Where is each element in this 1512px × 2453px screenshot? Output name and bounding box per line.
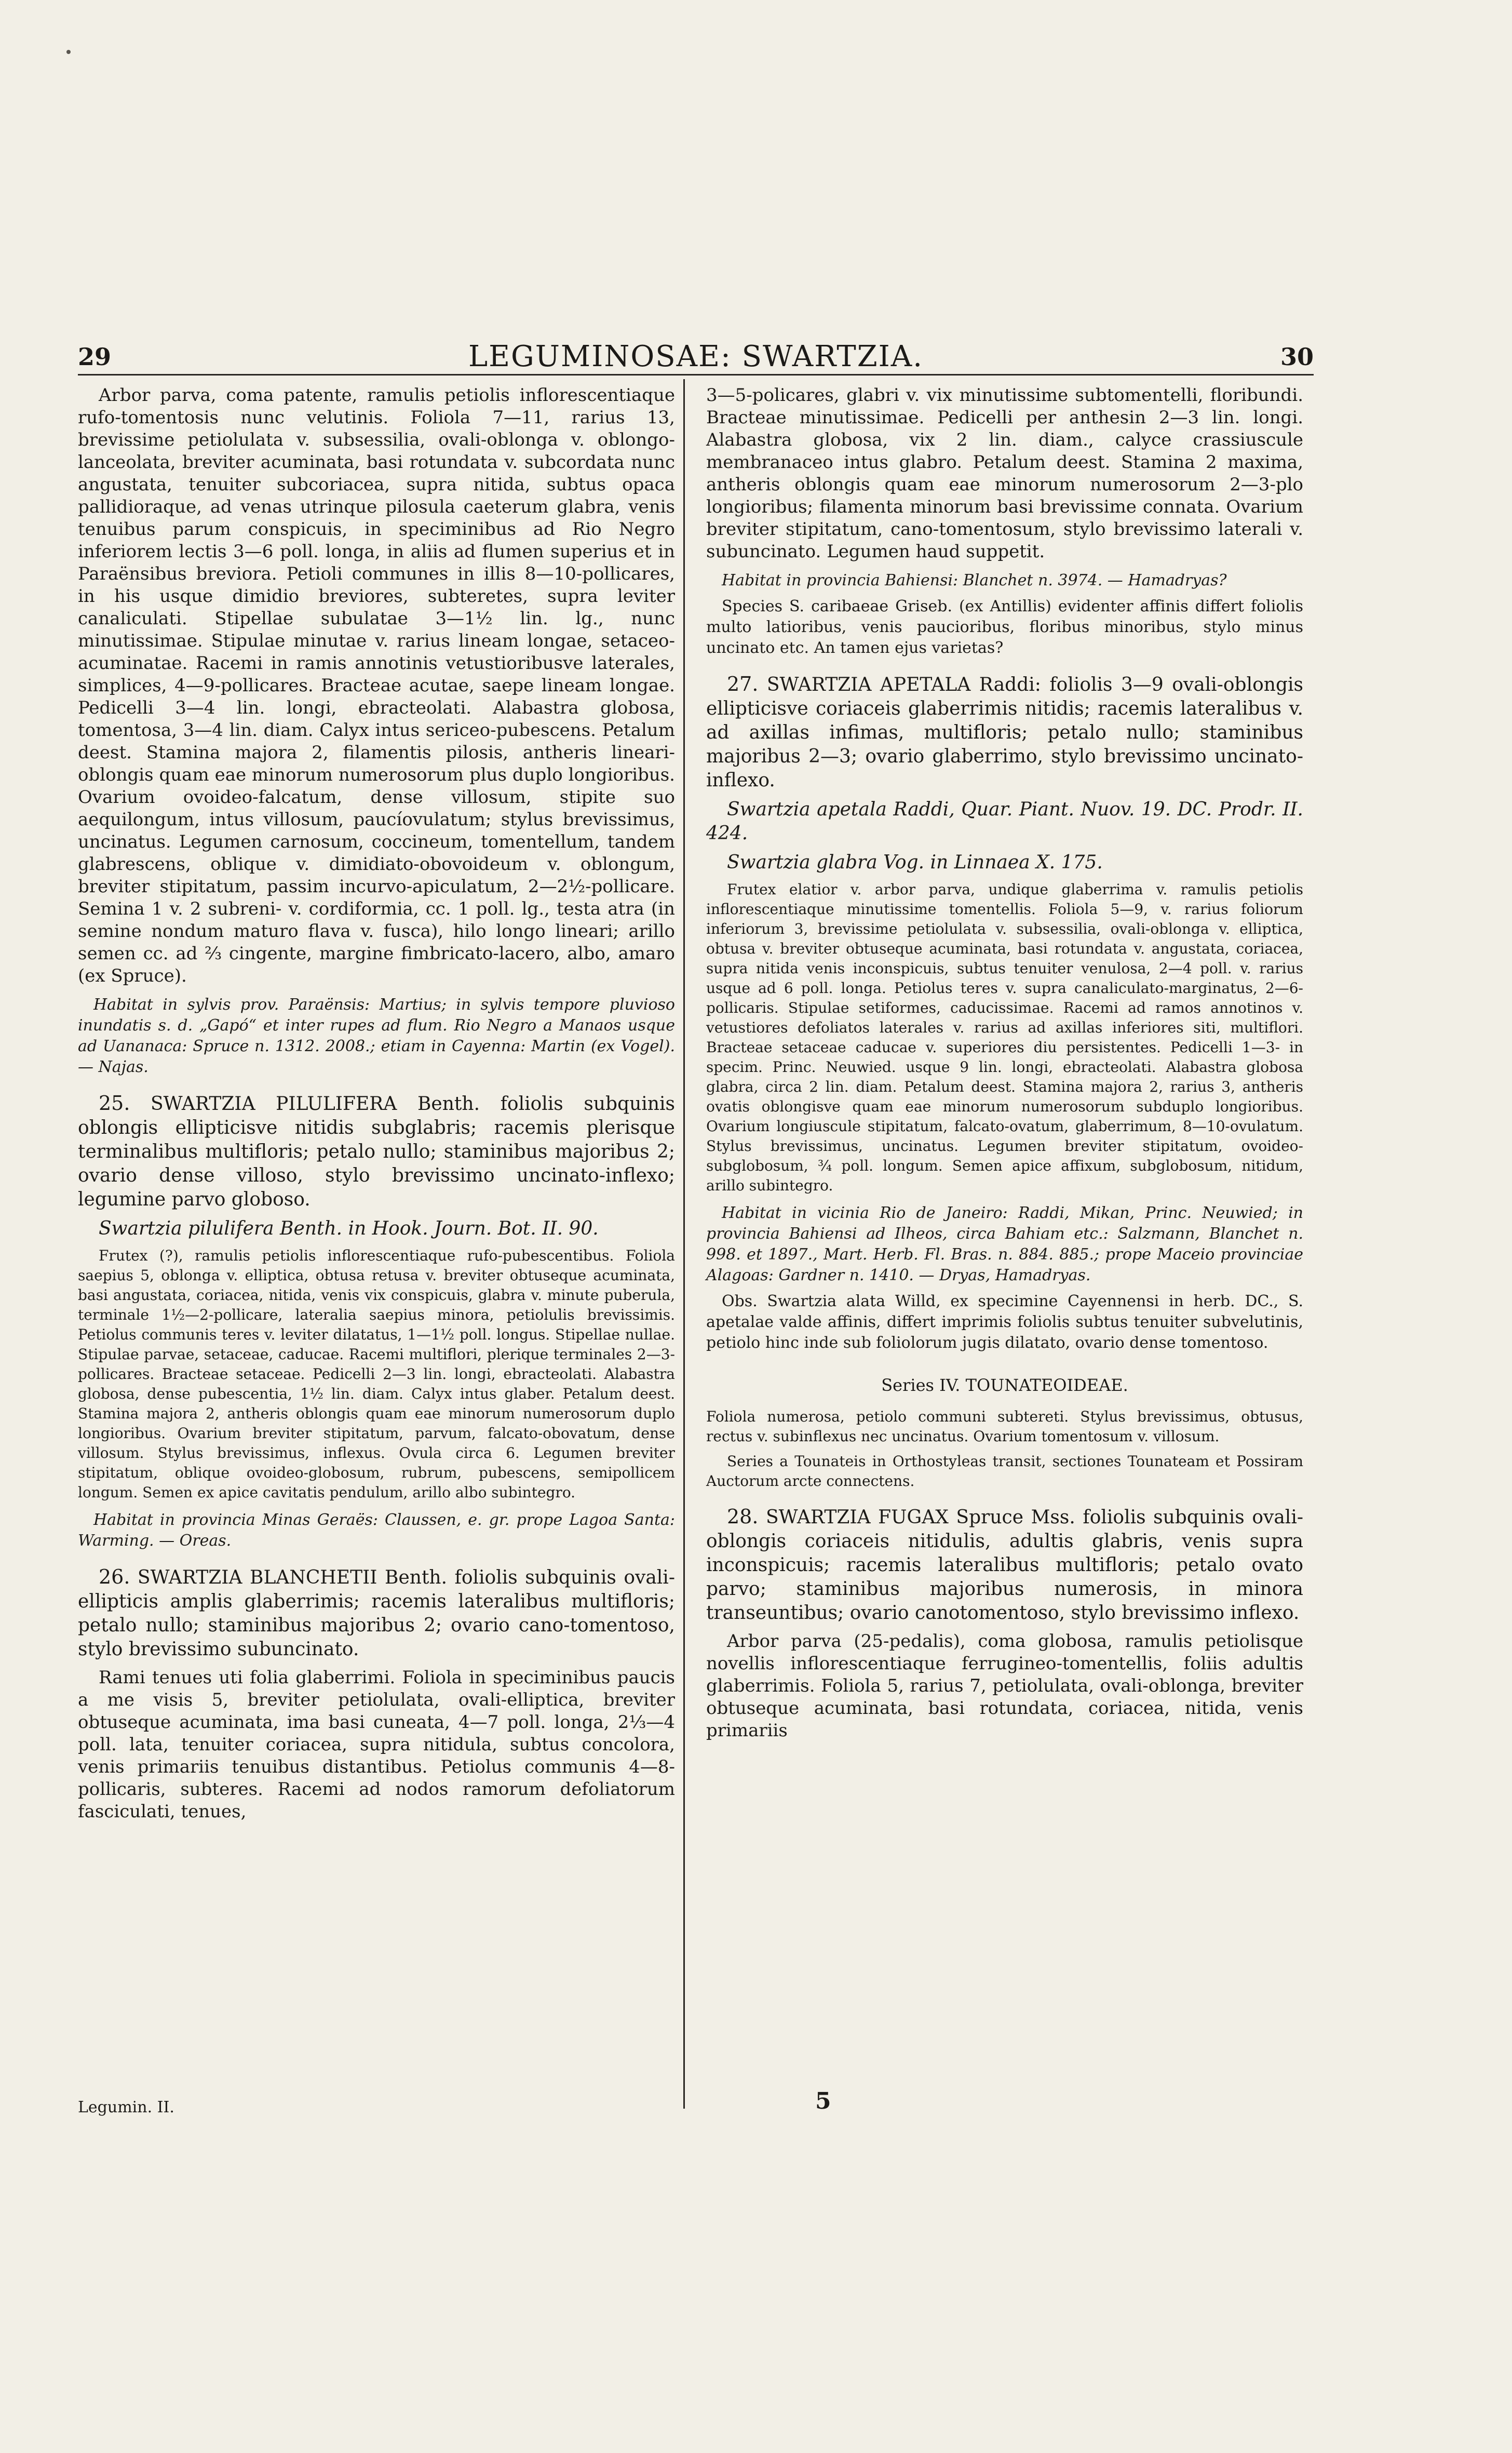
column-divider (683, 379, 685, 2109)
page-number-left: 29 (78, 343, 112, 371)
species-heading (706, 1505, 1303, 1625)
species-description: Frutex (?), ramulis petiolis inflorescentiaque rufo-pubescentibus. Foliola saepius 5, oblonga v. elliptica, obtusa retusa v. breviter obtuseque acuminata, basi angustata, coriacea, nitida, venis vix conspicuis, glabra v. minute puberula, terminale 1½—2-pollicare, lateralia saepius minora, petiolulis brevissimis. Petiolus communis teres v. leviter dilatatus, 1—1½ poll. longus. Stipellae nullae. Stipulae parvae, setaceae, caducae. Racemi multiflori, plerique terminales 2—3-pollicares. Bracteae setaceae. Pedicelli 2—3 lin. longi, ebracteolati. Alabastra globosa, dense pubescentia, 1½ lin. diam. Calyx intus glaber. Petalum deest. Stamina majora 2, antheris oblongis quam eae minorum numerosorum duplo longioribus. Ovarium breviter stipitatum, parvum, falcato-obovatum, dense villosum. Stylus brevissimus, inflexus. Ovula circa 6. Legumen breviter stipitatum, oblique ovoideo-globosum, rubrum, pubescens, semipollicem longum. Semen ex apice cavitatis pendulum, arillo albo subintegro. (78, 1247, 675, 1501)
paragraph: Arbor parva, coma patente, ramulis petiolis inflorescentiaque rufo-tomentosis nunc velutinis. Foliola 7—11, rarius 13, brevissime petiolulata v. subsessilia, ovali-oblonga v. oblongo-lanceolata, breviter acuminata, basi rotundata v. subcordata nunc angustata, tenuiter subcoriacea, supra nitida, subtus opaca pallidioraque, ad venas utrinque pilosula caeterum glabra, venis tenuibus parum conspicuis, in speciminibus ad Rio Negro inferiorem lectis 3—6 poll. longa, in aliis ad flumen superius et in Paraënsibus breviora. Petioli communes in illis 8—10-pollicares, in his usque dimidio breviores, subteretes, supra leviter canaliculati. Stipellae subulatae 3—1½ lin. lg., nunc minutissimae. Stipulae minutae v. rarius lineam longae, setaceo-acuminatae. Racemi in ramis annotinis vetustioribusve laterales, simplices, 4—9-pollicares. Bracteae acutae, saepe lineam longae. Pedicelli 3—4 lin. longi, ebracteolati. Alabastra globosa, tomentosa, 3—4 lin. diam. Calyx intus sericeo-pubescens. Petalum deest. Stamina majora 2, filamentis pilosis, antheris lineari-oblongis quam eae minorum numerosorum plus duplo longioribus. Ovarium ovoideo-falcatum, dense villosum, stipite suo aequilongum, intus villosum, paucíovulatum; stylus brevissimus, uncinatus. Legumen carnosum, coccineum, tomentellum, tandem glabrescens, oblique v. dimidiato-obovoideum v. oblongum, breviter stipitatum, passim incurvo-apiculatum, 2—2½-pollicare. Semina 1 v. 2 subreni- v. cordiformia, cc. 1 poll. lg., testa atra (in semine nondum maturo flava v. fusca), hilo longo lineari; arillo semen cc. ad ⅔ cingente, margine fimbricato-lacero, albo, amaro (ex Spruce). (78, 385, 675, 986)
habitat-note: Habitat in vicinia Rio de Janeiro: Raddi, Mikan, Princ. Neuwied; in provincia Bahiensi ad Ilheos, circa Bahiam etc.: Salzmann, Blanchet n. 998. et 1897., Mart. Herb. Fl. Bras. n. 884. 885.; prope Maceio provinciae Alagoas: Gardner n. 1410. — Dryas, Hamadryas. (706, 1204, 1303, 1284)
observation-note: Obs. Swartzia alata Willd, ex specimine Cayennensi in herb. DC., S. apetalae valde affinis, differt imprimis foliolis subtus tenuiter subvelutinis, petiolo hinc inde sub foliolorum jugis dilatato, ovario dense tomentoso. (706, 1292, 1303, 1352)
page-header (78, 332, 1314, 376)
series-title: Series IV. TOUNATEOIDEAE. (881, 1375, 1128, 1395)
species-diagnosis: SWARTZIA APETALA Raddi: foliolis 3—9 ovali-oblongis ellipticisve coriaceis glaberrimis nitidis; racemis lateralibus v. ad axillas infimas, multifloris; petalo nullo; staminibus majoribus 2—3; ovario glaberrimo, stylo brevissimo uncinato-inflexo. (706, 674, 1303, 791)
running-title: LEGUMINOSAE: SWARTZIA. (468, 340, 924, 373)
species-diagnosis: SWARTZIA FUGAX Spruce Mss. foliolis subquinis ovali-oblongis coriaceis nitidulis, adultis glabris, venis supra inconspicuis; racemis lateralibus multifloris; petalo ovato parvo; staminibus majoribus numerosis, in minora transeuntibus; ovario canotomentoso, stylo brevissimo inflexo. (706, 1507, 1304, 1624)
species-description: Arbor parva (25-pedalis), coma globosa, ramulis petiolisque novellis inflorescentiaque ferrugineo-tomentellis, foliis adultis glaberrimis. Foliola 5, rarius 7, petiolulata, ovali-oblonga, breviter obtuseque acuminata, basi rotundata, coriacea, nitida, venis primariis (706, 1631, 1303, 1741)
species-number: 25. (99, 1092, 130, 1115)
species-heading (78, 1091, 675, 1212)
species-number: 27. (727, 673, 759, 695)
habitat-note: Habitat in sylvis prov. Paraënsis: Martius; in sylvis tempore pluvioso inundatis s. d. „Gapó“ et inter rupes ad flum. Rio Negro a Manaos usque ad Uananaca: Spruce n. 1312. 2008.; etiam in Cayenna: Martin (ex Vogel). — Najas. (78, 996, 675, 1076)
species-diagnosis: SWARTZIA BLANCHETII Benth. foliolis subquinis ovali-ellipticis amplis glaberrimis; racemis lateralibus multifloris; petalo nullo; staminibus majoribus 2; ovario cano-tomentoso, stylo brevissimo subuncinato. (78, 1567, 675, 1660)
sheet-number: 5 (815, 2088, 831, 2114)
habitat-note: Habitat in provincia Minas Geraës: Claussen, e. gr. prope Lagoa Santa: Warming. — Oreas. (78, 1511, 675, 1550)
species-note: Species S. caribaeae Griseb. (ex Antillis) evidenter affinis differt foliolis multo latioribus, venis paucioribus, floribus minoribus, stylo minus uncinato etc. An tamen ejus varietas? (706, 597, 1303, 657)
page-number-right: 30 (1280, 343, 1314, 371)
synonym: Swartzia apetala Raddi, Quar. Piant. Nuov. 19. DC. Prodr. II. 424. (706, 799, 1303, 844)
species-diagnosis: SWARTZIA PILULIFERA Benth. foliolis subquinis oblongis ellipticisve nitidis subglabris; racemis plerisque terminalibus multifloris; petalo nullo; staminibus majoribus 2; ovario dense villoso, stylo brevissimo uncinato-inflexo; legumine parvo globoso. (78, 1093, 675, 1210)
species-heading (706, 672, 1303, 793)
signature-mark: Legumin. II. (78, 2098, 174, 2116)
habitat-note: Habitat in provincia Bahiensi: Blanchet n. 3974. — Hamadryas? (722, 571, 1227, 589)
synonym: Swartzia pilulifera Benth. in Hook. Journ. Bot. II. 90. (99, 1218, 599, 1239)
species-description: Rami tenues uti folia glaberrimi. Foliola in speciminibus paucis a me visis 5, breviter petiolulata, ovali-elliptica, breviter obtuseque acuminata, ima basi cuneata, 4—7 poll. longa, 2⅓—4 poll. lata, tenuiter coriacea, supra nitidula, subtus concolora, venis primariis tenuibus distantibus. Petiolus communis 4—8-pollicaris, subteres. Racemi ad nodos ramorum defoliatorum fasciculati, tenues, (78, 1667, 675, 1822)
species-number: 28. (727, 1505, 759, 1528)
series-description: Foliola numerosa, petiolo communi subtereti. Stylus brevissimus, obtusus, rectus v. subinflexus nec uncinatus. Ovarium tomentosum v. villosum. (706, 1408, 1303, 1445)
synonym: Swartzia glabra Vog. in Linnaea X. 175. (727, 852, 1103, 873)
species-number: 26. (99, 1565, 130, 1588)
species-heading (78, 1565, 675, 1661)
right-column (706, 384, 1303, 1747)
paragraph: 3—5-policares, glabri v. vix minutissime subtomentelli, floribundi. Bracteae minutissimae. Pedicelli per anthesin 2—3 lin. longi. Alabastra globosa, vix 2 lin. diam., calyce crassiuscule membranaceo intus glabro. Petalum deest. Stamina 2 maxima, antheris oblongis quam eae minorum numerosorum 2—3-plo longioribus; filamenta minorum basi brevissime connata. Ovarium breviter stipitatum, cano-tomentosum, stylo brevissimo laterali v. subuncinato. Legumen haud suppetit. (706, 385, 1303, 562)
species-description: Frutex elatior v. arbor parva, undique glaberrima v. ramulis petiolis inflorescentiaque minutissime tomentellis. Foliola 5—9, v. rarius foliorum inferiorum 3, brevissime petiolulata v. subsessilia, ovali-oblonga v. elliptica, obtusa v. breviter obtuseque acuminata, basi rotundata v. angustata, coriacea, supra nitida venis inconspicuis, subtus tenuiter venulosa, 2—4 poll. v. rarius usque ad 6 poll. longa. Petiolus teres v. supra canaliculato-marginatus, 2—6-pollicaris. Stipulae setiformes, caducissimae. Racemi ad ramos annotinos v. vetustiores defoliatos laterales v. rarius ad axillas inferiores siti, multiflori. Bracteae setaceae caducae v. superiores diu persistentes. Pedicelli 1—3- in specim. Princ. Neuwied. usque 9 lin. longi, ebracteolati. Alabastra globosa glabra, circa 2 lin. diam. Petalum deest. Stamina majora 2, rarius 3, antheris ovatis oblongisve quam eae minorum numerosorum subduplo longioribus. Ovarium longiuscule stipitatum, falcato-ovatum, glaberrimum, 8—10-ovulatum. Stylus brevissimus, uncinatus. Legumen breviter stipitatum, ovoideo-subglobosum, ¾ poll. longum. Semen apice affixum, subglobosum, nitidum, arillo subintegro. (706, 881, 1303, 1194)
speck (66, 50, 71, 54)
series-note: Series a Tounateis in Orthostyleas transit, sectiones Tounateam et Possiram Auctorum arcte connectens. (706, 1453, 1303, 1490)
left-column (78, 384, 675, 1828)
